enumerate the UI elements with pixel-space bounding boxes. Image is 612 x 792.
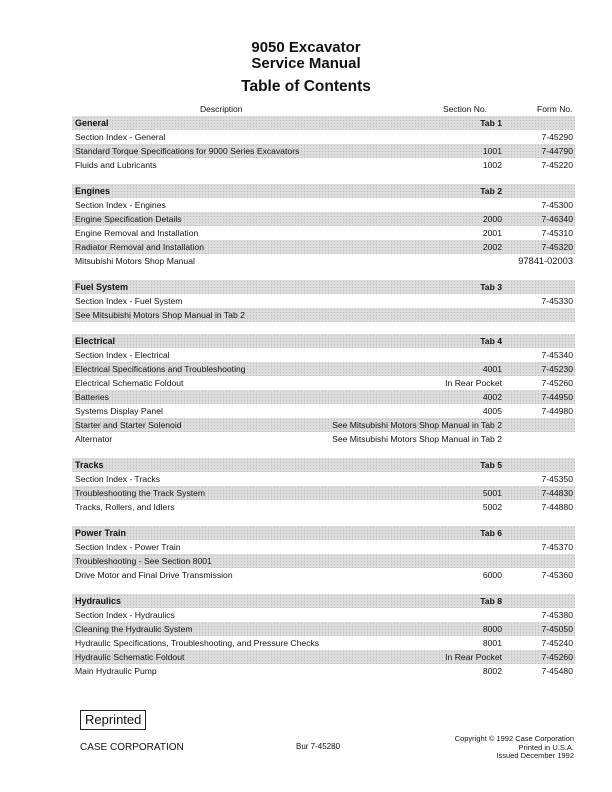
group-title: Power Train [75, 528, 127, 538]
row-description: Troubleshooting the Track System [75, 488, 206, 498]
manual-title: 9050 Excavator [251, 39, 361, 56]
row-description: Mitsubishi Motors Shop Manual [75, 256, 195, 266]
table-of-contents [72, 116, 575, 690]
toc-row [72, 486, 575, 500]
toc-group [72, 184, 575, 268]
row-form-number: 7-45220 [541, 160, 573, 170]
row-description: Cleaning the Hydraulic System [75, 624, 193, 634]
group-title: Hydraulics [75, 596, 122, 606]
row-description: Batteries [75, 392, 109, 402]
row-description: Hydraulic Specifications, Troubleshooting, and Pressure Checks [75, 638, 320, 648]
row-description: Electrical Schematic Foldout [75, 378, 184, 388]
toc-group [72, 594, 575, 678]
group-title: Fuel System [75, 282, 129, 292]
toc-group [72, 116, 575, 172]
toc-row [72, 390, 575, 404]
toc-row [72, 158, 575, 172]
column-header-description: Description [200, 104, 243, 114]
row-description: Section Index - General [75, 132, 166, 142]
row-form-number: 7-45260 [541, 378, 573, 388]
tab-label: Tab 2 [480, 186, 502, 196]
row-description: Troubleshooting - See Section 8001 [75, 556, 212, 566]
row-form-number: 7-45480 [541, 666, 573, 676]
row-form-number: 7-45330 [541, 296, 573, 306]
row-section-number: 8001 [482, 638, 502, 648]
toc-group [72, 334, 575, 446]
toc-group-header [72, 184, 575, 198]
group-title: Tracks [75, 460, 104, 470]
manual-subtitle: Service Manual [251, 55, 361, 72]
row-section-number: 1001 [482, 146, 502, 156]
row-form-number: 7-45260 [541, 652, 573, 662]
row-description: Section Index - Electrical [75, 350, 170, 360]
row-description: Section Index - Hydraulics [75, 610, 175, 620]
row-description: Hydraulic Schematic Foldout [75, 652, 185, 662]
issued-line: Issued December 1992 [496, 751, 574, 760]
row-form-number: 7-45290 [541, 132, 573, 142]
row-description: Drive Motor and Final Drive Transmission [75, 570, 233, 580]
printed-line: Printed in U.S.A. [518, 742, 574, 752]
row-form-number: 7-44830 [541, 488, 573, 498]
toc-row [72, 240, 575, 254]
toc-row [72, 198, 575, 212]
row-description: Electrical Specifications and Troubleshooting [75, 364, 246, 374]
row-section-number: See Mitsubishi Motors Shop Manual in Tab 2 [332, 420, 502, 430]
row-section-number: In Rear Pocket [445, 378, 502, 388]
copyright-block [354, 735, 574, 761]
toc-row [72, 622, 575, 636]
group-title: General [75, 118, 109, 128]
toc-group-header [72, 116, 575, 130]
toc-row [72, 130, 575, 144]
toc-group-header [72, 458, 575, 472]
column-header-form: Form No. [537, 104, 573, 114]
row-section-number: 4002 [482, 392, 502, 402]
toc-group-header [72, 526, 575, 540]
row-section-number: 1002 [482, 160, 502, 170]
row-description: Section Index - Power Train [75, 542, 181, 552]
toc-row [72, 472, 575, 486]
row-section-number: 2001 [482, 228, 502, 238]
row-description: Engine Specification Details [75, 214, 182, 224]
row-description: Standard Torque Specifications for 9000 Series Excavators [75, 146, 300, 156]
row-form-number: 7-45340 [541, 350, 573, 360]
row-section-number: 8000 [482, 624, 502, 634]
toc-row [72, 636, 575, 650]
row-description: Section Index - Engines [75, 200, 166, 210]
toc-row [72, 254, 575, 268]
row-description: Section Index - Fuel System [75, 296, 183, 306]
row-section-number: 2000 [482, 214, 502, 224]
row-section-number: 8002 [482, 666, 502, 676]
row-form-number: 7-45350 [541, 474, 573, 484]
toc-row [72, 650, 575, 664]
toc-row [72, 294, 575, 308]
row-form-number: 7-45240 [541, 638, 573, 648]
row-description: Systems Display Panel [75, 406, 163, 416]
row-description: See Mitsubishi Motors Shop Manual in Tab 2 [75, 310, 245, 320]
toc-row [72, 376, 575, 390]
row-form-number: 7-45380 [541, 610, 573, 620]
row-description: Section Index - Tracks [75, 474, 161, 484]
row-description: Fluids and Lubricants [75, 160, 157, 170]
toc-row [72, 404, 575, 418]
row-form-number: 7-46340 [541, 214, 573, 224]
row-form-number: 7-44980 [541, 406, 573, 416]
toc-group [72, 458, 575, 514]
tab-label: Tab 5 [480, 460, 502, 470]
row-description: Tracks, Rollers, and Idlers [75, 502, 175, 512]
page-title: Table of Contents [241, 78, 371, 95]
toc-row [72, 212, 575, 226]
row-section-number: 4001 [482, 364, 502, 374]
toc-group [72, 280, 575, 322]
row-form-number: 7-45360 [541, 570, 573, 580]
toc-row [72, 418, 575, 432]
toc-row [72, 432, 575, 446]
toc-row [72, 308, 575, 322]
copyright-line: Copyright © 1992 Case Corporation [454, 734, 574, 743]
row-form-number: 7-45310 [541, 228, 573, 238]
row-form-number: 7-45230 [541, 364, 573, 374]
title-block [0, 40, 612, 96]
toc-row [72, 664, 575, 678]
toc-row [72, 554, 575, 568]
row-section-number: 4005 [482, 406, 502, 416]
toc-row [72, 362, 575, 376]
row-description: Alternator [75, 434, 113, 444]
row-description: Radiator Removal and Installation [75, 242, 204, 252]
column-header-section: Section No. [443, 104, 487, 114]
toc-row [72, 568, 575, 582]
row-description: Starter and Starter Solenoid [75, 420, 182, 430]
row-form-number: 7-44950 [541, 392, 573, 402]
row-section-number: 5001 [482, 488, 502, 498]
row-form-number: 7-45370 [541, 542, 573, 552]
reprinted-stamp: Reprinted [80, 710, 146, 730]
toc-group-header [72, 334, 575, 348]
toc-row [72, 226, 575, 240]
tab-label: Tab 6 [480, 528, 502, 538]
row-section-number: 5002 [482, 502, 502, 512]
row-form-number: 7-44880 [541, 502, 573, 512]
row-description: Main Hydraulic Pump [75, 666, 157, 676]
row-form-number: 7-44790 [541, 146, 573, 156]
toc-row [72, 608, 575, 622]
tab-label: Tab 3 [480, 282, 502, 292]
row-form-number: 7-45300 [541, 200, 573, 210]
row-form-number: 7-45050 [541, 624, 573, 634]
tab-label: Tab 4 [480, 336, 502, 346]
bur-number: Bur 7-45280 [296, 742, 341, 751]
toc-row [72, 348, 575, 362]
row-section-number: In Rear Pocket [445, 652, 502, 662]
group-title: Engines [75, 186, 111, 196]
row-form-number: 7-45320 [541, 242, 573, 252]
toc-row [72, 500, 575, 514]
row-form-number: 97841-02003 [518, 256, 573, 266]
toc-group-header [72, 594, 575, 608]
toc-group-header [72, 280, 575, 294]
row-section-number: 2002 [482, 242, 502, 252]
group-title: Electrical [75, 336, 116, 346]
row-description: Engine Removal and Installation [75, 228, 199, 238]
company-name: CASE CORPORATION [80, 742, 184, 753]
toc-row [72, 144, 575, 158]
tab-label: Tab 1 [480, 118, 502, 128]
toc-row [72, 540, 575, 554]
row-section-number: 6000 [482, 570, 502, 580]
row-section-number: See Mitsubishi Motors Shop Manual in Tab 2 [332, 434, 502, 444]
toc-group [72, 526, 575, 582]
tab-label: Tab 8 [480, 596, 502, 606]
